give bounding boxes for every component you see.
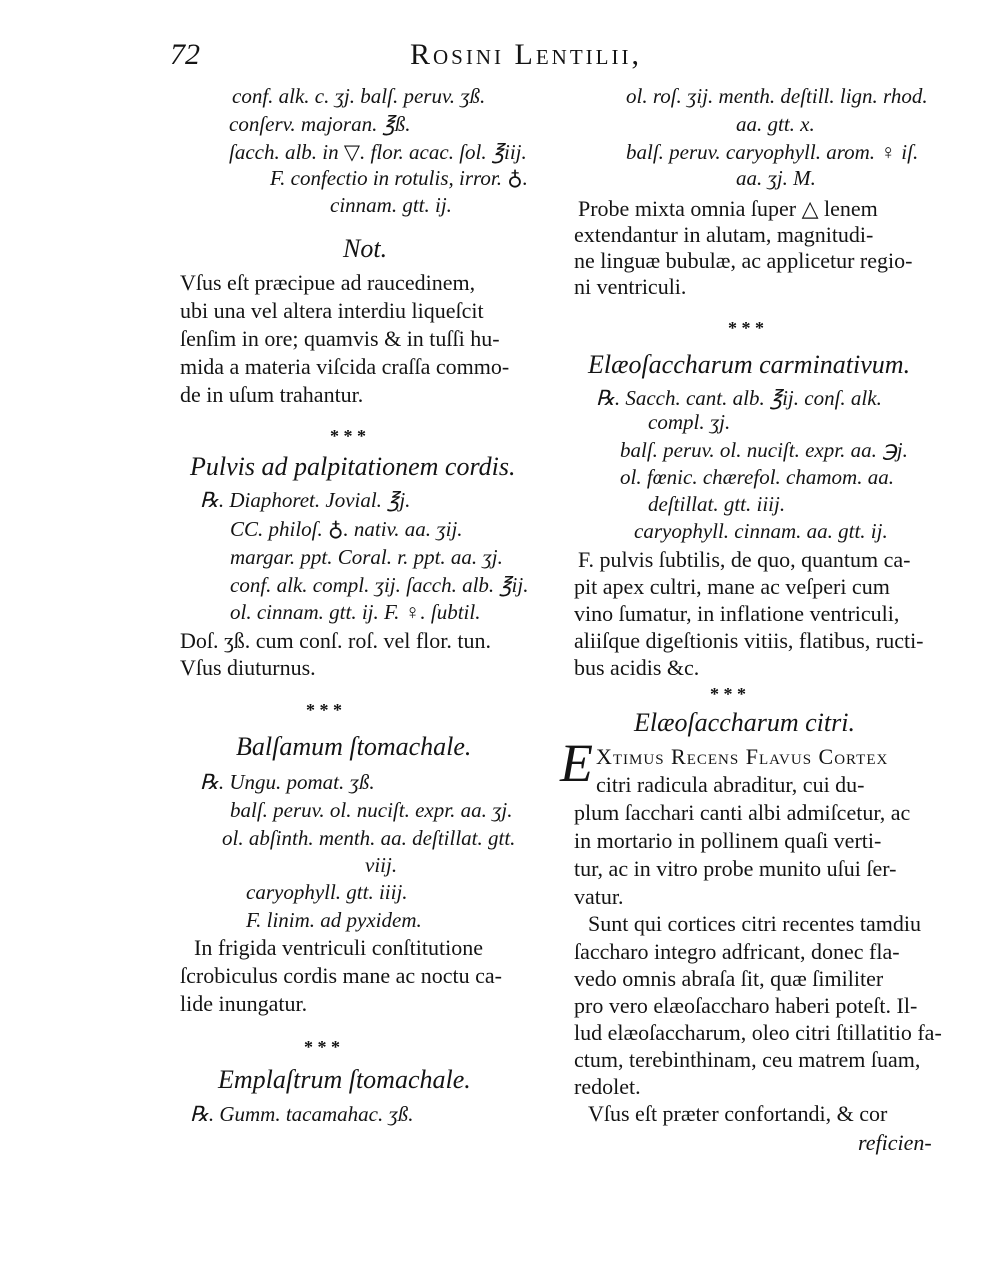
elaeo1-text-4: aliiſque digeſtionis vitiis, flatibus, ructi- [574, 628, 924, 653]
running-title: Rosini Lentilii, [410, 38, 642, 71]
elaeo1-line-6: caryophyll. cinnam. aa. gtt. ij. [634, 519, 888, 543]
elaeo1-text-2: pit apex cultri, mane ac veſperi cum [574, 574, 890, 599]
balsam-heading: Balſamum ſtomachale. [236, 732, 472, 761]
emplastrum-heading: Emplaſtrum ſtomachale. [218, 1065, 471, 1094]
elaeo2-first-line: Xtimus Recens Flavus Cortex [596, 744, 889, 769]
balsam-line-2: balſ. peruv. ol. nuciſt. expr. aa. ʒj. [230, 798, 513, 822]
asterism-1: * * * [330, 426, 366, 446]
elaeo1-text-5: bus acidis &c. [574, 655, 700, 680]
elaeo1-text-1: F. pulvis ſubtilis, de quo, quantum ca- [578, 547, 911, 572]
asterism-2: * * * [306, 700, 342, 720]
balsam-text-3: lide inungatur. [180, 991, 308, 1016]
pulvis-dose: Doſ. ʒß. cum conſ. roſ. vel flor. tun. [180, 628, 491, 653]
elaeo1-line-5: deſtillat. gtt. iiij. [648, 492, 786, 516]
right-para1-line-3: ne linguæ bubulæ, ac applicetur regio- [574, 248, 913, 273]
elaeo1-text-3: vino ſumatur, in inflatione ventriculi, [574, 601, 900, 626]
para2-line-2: ſaccharo integro adfricant, donec fla- [574, 939, 900, 964]
left-rx-line-4: F. confectio in rotulis, irror. ♁. [270, 166, 528, 190]
not-line-2: ubi una vel altera interdiu liqueſcit [180, 298, 484, 323]
right-rx-line-4: aa. ʒj. M. [736, 166, 816, 190]
elaeo-citri-heading: Elæoſaccharum citri. [634, 708, 855, 737]
elaeo-carminativum-heading: Elæoſaccharum carminativum. [588, 350, 911, 379]
drop-cap: E [560, 733, 593, 793]
pulvis-line-1: ℞. Diaphoret. Jovial. ℥j. [200, 488, 411, 512]
elaeo2-line-2: plum ſacchari canti albi admiſcetur, ac [574, 800, 911, 825]
asterism-3: * * * [304, 1037, 340, 1057]
elaeo2-line-1: citri radicula abraditur, cui du- [596, 772, 865, 797]
pulvis-line-5: ol. cinnam. gtt. ij. F. ♀. ſubtil. [230, 600, 481, 624]
catchword: reficien- [858, 1130, 932, 1155]
right-rx-line-1: ol. roſ. ʒij. menth. deſtill. lign. rhod. [626, 84, 928, 108]
pulvis-line-4: conf. alk. compl. ʒij. ſacch. alb. ℥ij. [230, 573, 529, 597]
right-para1-line-2: extendantur in alutam, magnitudi- [574, 222, 874, 247]
asterism-4: * * * [728, 318, 764, 338]
balsam-text-2: ſcrobiculus cordis mane ac noctu ca- [180, 963, 502, 988]
not-line-3: ſenſim in ore; quamvis & in tuſſi hu- [180, 326, 500, 351]
elaeo1-line-4: ol. fœnic. chærefol. chamom. aa. [620, 465, 894, 489]
pulvis-line-2: CC. philoſ. ♁. nativ. aa. ʒij. [230, 517, 463, 541]
elaeo1-line-3: balſ. peruv. ol. nuciſt. expr. aa. ℈j. [620, 438, 908, 462]
page-number: 72 [170, 38, 200, 71]
elaeo2-line-3: in mortario in pollinem quaſi verti- [574, 828, 882, 853]
not-heading: Not. [343, 234, 388, 263]
elaeo1-line-1: ℞. Sacch. cant. alb. ℥ij. conſ. alk. [596, 386, 882, 410]
right-para1-line-4: ni ventriculi. [574, 274, 687, 299]
left-rx-line-3: ſacch. alb. in ▽. flor. acac. ſol. ℥iij. [229, 140, 527, 164]
para2-line-4: pro vero elæoſaccharo haberi poteſt. Il- [574, 993, 918, 1018]
balsam-text-1: In frigida ventriculi conſtitutione [194, 935, 483, 960]
pulvis-usus: Vſus diuturnus. [180, 655, 316, 680]
right-rx-line-3: balſ. peruv. caryophyll. arom. ♀ iſ. [626, 140, 919, 164]
balsam-line-3: ol. abſinth. menth. aa. deſtillat. gtt. [222, 826, 516, 850]
para2-line-1: Sunt qui cortices citri recentes tamdiu [588, 911, 921, 936]
para3-line-1: Vſus eſt præter confortandi, & cor [588, 1101, 888, 1126]
not-line-4: mida a materia viſcida craſſa commo- [180, 354, 510, 379]
para2-line-3: vedo omnis abraſa ſit, quæ ſimiliter [574, 966, 884, 991]
para2-line-6: ctum, terebinthinam, ceu matrem ſuam, [574, 1047, 921, 1072]
left-rx-line-2: conſerv. majoran. ℥ß. [229, 112, 411, 136]
right-rx-line-2: aa. gtt. x. [736, 112, 815, 136]
elaeo2-line-4: tur, ac in vitro probe munito uſui ſer- [574, 856, 897, 881]
pulvis-line-3: margar. ppt. Coral. r. ppt. aa. ʒj. [230, 545, 503, 569]
emplastrum-line-1: ℞. Gumm. tacamahac. ʒß. [190, 1102, 414, 1126]
left-rx-line-1: conf. alk. c. ʒj. balſ. peruv. ʒß. [232, 84, 486, 108]
para2-line-5: lud elæoſaccharum, oleo citri ſtillatitio fa- [574, 1020, 942, 1045]
right-para1-line-1: Probe mixta omnia ſuper △ lenem [578, 196, 878, 221]
left-rx-line-5: cinnam. gtt. ij. [330, 193, 452, 217]
elaeo2-line-5: vatur. [574, 884, 624, 909]
pulvis-heading: Pulvis ad palpitationem cordis. [190, 452, 516, 481]
balsam-line-6: F. linim. ad pyxidem. [246, 908, 422, 932]
not-line-1: Vſus eſt præcipue ad raucedinem, [180, 270, 476, 295]
para2-line-7: redolet. [574, 1074, 641, 1099]
balsam-line-1: ℞. Ungu. pomat. ʒß. [200, 770, 375, 794]
elaeo1-line-2: compl. ʒj. [648, 410, 731, 434]
asterism-5: * * * [710, 684, 746, 704]
balsam-line-4: viij. [365, 853, 398, 877]
not-line-5: de in uſum trahantur. [180, 382, 364, 407]
balsam-line-5: caryophyll. gtt. iiij. [246, 880, 408, 904]
